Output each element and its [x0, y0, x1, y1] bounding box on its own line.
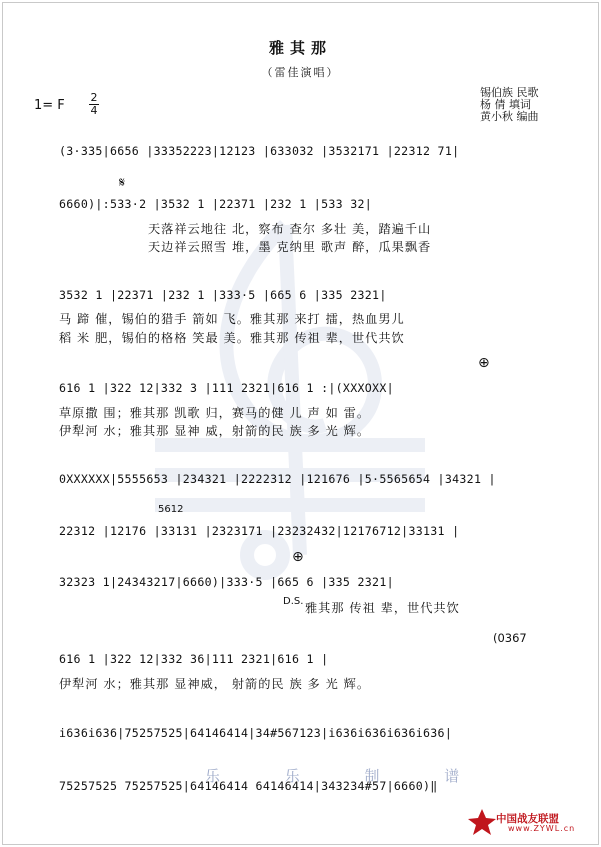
lyrics-verse2-line1: 天边祥云照雪 堆，墨 克纳里 歌声 醉，瓜果飘香	[148, 240, 432, 254]
score-row-7: 32323 1|24343217|6660)|333·5 |665 6 |335 2321|	[59, 575, 394, 589]
credits-block	[480, 87, 539, 123]
ds-marking: D.S.	[283, 596, 304, 607]
meter-top: 2	[90, 91, 98, 104]
lyrics-verse1-line1: 天落祥云地往 北，察布 查尔 多壮 美，踏遍千山	[148, 222, 432, 236]
score-row-1: (3·335|6656 |33352223|12123 |633032 |3532171 |22312 71|	[59, 144, 460, 158]
lyrics-verse2-line3: 伊犁河 水；雅其那 显神 威，射箭的民 族 多 光 辉。	[59, 424, 371, 438]
score-row-4: 616 1 |322 12|332 3 |111 2321|616 1 :|(XXXOXX|	[59, 381, 394, 395]
lyrics-ds-line: 雅其那 传祖 辈，世代共饮	[305, 601, 460, 615]
alternate-notes: 5612	[158, 504, 184, 515]
credit-arranger: 黄小秋 编曲	[480, 110, 539, 123]
brand-name: 中国战友联盟	[496, 813, 559, 825]
credit-lyricist: 杨 倩 填词	[480, 98, 531, 111]
score-row-3: 3532 1 |22371 |232 1 |333·5 |665 6 |335 2321|	[59, 288, 387, 302]
coda-icon: ⊕	[478, 355, 490, 371]
score-row-2: 6660)|:533·2 |3532 1 |22371 |232 1 |533 32|	[59, 197, 373, 211]
watermark-text: 乐 乐 制 谱	[205, 767, 490, 785]
score-row-10: 75257525 75257525|64146414 64146414|343234#57|6660)‖	[59, 779, 438, 793]
score-row-8: 616 1 |322 12|332 36|111 2321|616 1 |	[59, 652, 329, 666]
lyrics-verse1-line2: 马 蹄 催，锡伯的猎手 箭如 飞。雅其那 来打 擂，热血男儿	[59, 312, 405, 326]
pickup-notes: (0367	[493, 631, 527, 645]
song-title: 雅其那	[268, 39, 332, 57]
score-row-5: 0XXXXXX|5555653 |234321 |2222312 |121676 |5·5565654 |34321 |	[59, 472, 496, 486]
score-row-9: i636i636|75257525|64146414|34#567123|i636i636i636i636|	[59, 726, 453, 740]
lyrics-final-line: 伊犁河 水；雅其那 显神威， 射箭的民 族 多 光 辉。	[59, 677, 371, 691]
credit-folk-song: 锡伯族 民歌	[480, 86, 539, 99]
lyrics-verse2-line2: 稻 米 肥，锡伯的格格 笑最 美。雅其那 传祖 辈，世代共饮	[59, 331, 405, 345]
meter-bottom: 4	[90, 104, 98, 117]
segno-icon: 𝄋	[119, 175, 126, 191]
lyrics-verse1-line3: 草原撒 围；雅其那 凯歌 归，赛马的健 儿 声 如 雷。	[59, 406, 371, 420]
star-logo-icon	[467, 807, 497, 837]
song-subtitle: （雷佳演唱）	[261, 66, 340, 79]
key-signature: 1= F	[34, 98, 65, 113]
score-row-6: 22312 |12176 |33131 |2323171 |23232432|12176712|33131 |	[59, 524, 460, 538]
coda-icon-2: ⊕	[292, 549, 304, 565]
brand-url: www.ZYWL.cn	[508, 824, 576, 833]
time-signature	[89, 93, 99, 116]
